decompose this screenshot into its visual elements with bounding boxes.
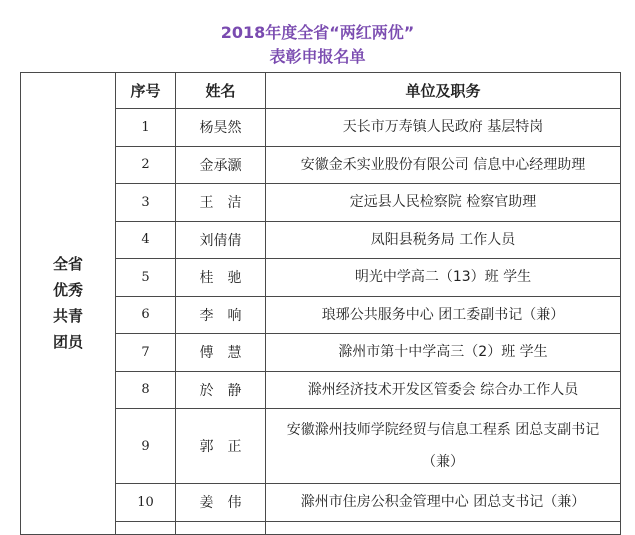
row-unit: 滁州经济技术开发区管委会 综合办工作人员 <box>266 371 621 409</box>
row-index: 7 <box>116 334 176 372</box>
row-index: 5 <box>116 259 176 297</box>
row-unit: 凤阳县税务局 工作人员 <box>266 221 621 259</box>
header-index: 序号 <box>116 73 176 109</box>
table-header-row <box>21 73 621 109</box>
category-line: 优秀 <box>52 281 83 300</box>
row-index: 1 <box>116 109 176 147</box>
row-name: 於 静 <box>176 371 266 409</box>
row-name: 王 洁 <box>176 184 266 222</box>
row-unit: 滁州市住房公积金管理中心 团总支书记（兼） <box>266 484 621 522</box>
category-line: 团员 <box>52 333 83 352</box>
empty-cell <box>266 521 621 534</box>
row-index: 8 <box>116 371 176 409</box>
row-unit: 天长市万寿镇人民政府 基层特岗 <box>266 109 621 147</box>
row-index: 3 <box>116 184 176 222</box>
row-unit: 明光中学高二（13）班 学生 <box>266 259 621 297</box>
row-unit: 滁州市第十中学高三（2）班 学生 <box>266 334 621 372</box>
row-index: 2 <box>116 146 176 184</box>
empty-cell <box>116 521 176 534</box>
document-title: 2018年度全省“两红两优” <box>220 23 415 42</box>
category-cell <box>21 73 116 535</box>
row-name: 杨昊然 <box>176 109 266 147</box>
empty-cell <box>176 521 266 534</box>
row-unit: 琅琊公共服务中心 团工委副书记（兼） <box>266 296 621 334</box>
row-name: 姜 伟 <box>176 484 266 522</box>
row-unit: 定远县人民检察院 检察官助理 <box>266 184 621 222</box>
row-name: 郭 正 <box>176 409 266 484</box>
row-name: 桂 驰 <box>176 259 266 297</box>
nominee-table <box>20 72 621 535</box>
category-line: 全省 <box>52 255 83 274</box>
row-unit: 安徽滁州技师学院经贸与信息工程系 团总支副书记（兼） <box>266 409 621 484</box>
row-index: 6 <box>116 296 176 334</box>
row-index: 4 <box>116 221 176 259</box>
category-line: 共青 <box>52 307 83 326</box>
row-name: 傅 慧 <box>176 334 266 372</box>
row-unit: 安徽金禾实业股份有限公司 信息中心经理助理 <box>266 146 621 184</box>
document-subtitle: 表彰申报名单 <box>269 47 366 66</box>
row-name: 李 响 <box>176 296 266 334</box>
header-unit: 单位及职务 <box>266 73 621 109</box>
row-name: 刘倩倩 <box>176 221 266 259</box>
row-index: 10 <box>116 484 176 522</box>
row-index: 9 <box>116 409 176 484</box>
header-name: 姓名 <box>176 73 266 109</box>
row-name: 金承灏 <box>176 146 266 184</box>
